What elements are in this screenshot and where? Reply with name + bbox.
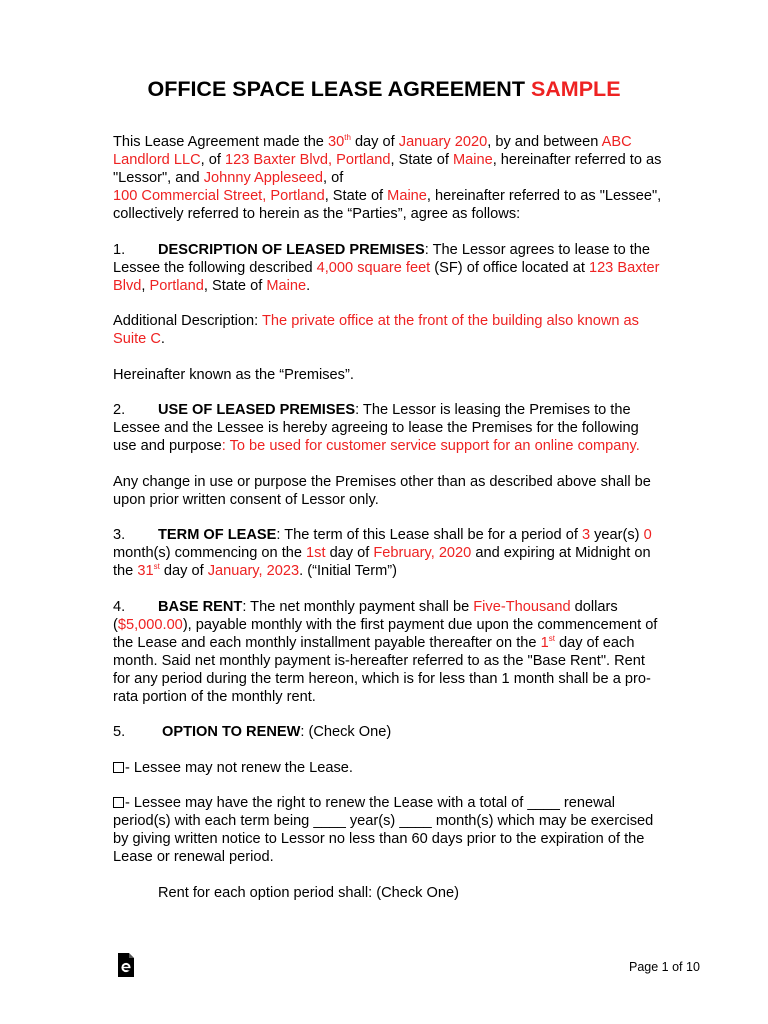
day-field[interactable]: 30	[327, 134, 345, 150]
lessee-name-field[interactable]: Johnny Appleseed	[203, 170, 323, 186]
section-number: 5.	[113, 724, 126, 740]
use-purpose-field[interactable]: : To be used for customer service support for an online company.	[221, 438, 640, 454]
section-description: 1. DESCRIPTION OF LEASED PREMISES: The Lessor agrees to lease to the Lessee the following described 4,000 square feet (SF) of office located at 123 Baxter Blvd, Portland, State of Maine.	[113, 241, 660, 294]
section-number: 2.	[113, 402, 126, 418]
rent-option-line: Rent for each option period shall: (Check One)	[158, 884, 459, 901]
start-month-field[interactable]: February, 2020	[373, 545, 472, 561]
section-heading: USE OF LEASED PREMISES	[158, 402, 356, 418]
lessee-state-field[interactable]: Maine	[387, 188, 427, 204]
rent-amount-field[interactable]: $5,000.00	[117, 616, 183, 633]
term-years-field[interactable]: 3	[581, 527, 591, 543]
premises-city-field[interactable]: Portland	[149, 277, 204, 294]
additional-description-field[interactable]: The private office at the front of the building also known as Suite C	[113, 313, 639, 347]
premises-state-field[interactable]: Maine	[266, 277, 307, 294]
eforms-logo-icon	[117, 952, 135, 978]
section-heading: TERM OF LEASE	[158, 527, 277, 543]
no-renew-checkbox[interactable]	[113, 762, 124, 773]
lessor-state-field[interactable]: Maine	[452, 152, 493, 168]
section-use: 2. USE OF LEASED PREMISES: The Lessor is leasing the Premises to the Lessee and the Lessee is hereby agreeing to lease the Premises for the following use and purpose: To be used for customer service support for an online company.	[113, 402, 640, 454]
section-heading: DESCRIPTION OF LEASED PREMISES	[158, 241, 425, 258]
renew-option-yes: - Lessee may have the right to renew the Lease with a total of ____ renewal period(s) with each term being ____ year(s) ____ month(s) which may be exercised by giving written notice to Lessor no less than 60 days prior to the expiration of the Lease or renewal period.	[113, 795, 654, 865]
lessee-address-field[interactable]: 100 Commercial Street, Portland	[113, 188, 325, 204]
lessor-address-field[interactable]: 123 Baxter Blvd, Portland	[224, 152, 391, 168]
change-of-use-paragraph: Any change in use or purpose the Premises other than as described above shall be upon prior written consent of Lessor only.	[113, 473, 651, 508]
area-field[interactable]: 4,000 square feet	[316, 259, 431, 276]
intro-paragraph: This Lease Agreement made the 30th day of January 2020, by and between ABC Landlord LLC, of 123 Baxter Blvd, Portland, State of Maine, hereinafter referred to as "Lessor", and Johnny Appleseed, of 100 Commercial Street, Portland, State of Maine, hereinafter referred to as "Lessee", collectively referred to herein as the “Parties”, agree as follows:	[113, 133, 662, 222]
section-option-to-renew: 5. OPTION TO RENEW: (Check One)	[113, 724, 392, 740]
section-number: 3.	[113, 527, 126, 543]
renew-checkbox[interactable]	[113, 797, 124, 808]
rent-due-day-field[interactable]: 1	[540, 634, 549, 651]
document-title	[0, 76, 768, 102]
title-text: OFFICE SPACE LEASE AGREEMENT	[147, 77, 525, 101]
rent-words-field[interactable]: Five-Thousand	[473, 598, 571, 615]
section-number: 4.	[113, 598, 126, 615]
term-months-field[interactable]: 0	[643, 527, 652, 543]
month-year-field[interactable]: January 2020	[398, 134, 488, 150]
premises-definition: Hereinafter known as the “Premises”.	[113, 366, 354, 383]
end-day-field[interactable]: 31	[137, 563, 154, 579]
section-base-rent: 4. BASE RENT: The net monthly payment shall be Five-Thousand dollars ($5,000.00), payable monthly with the first payment due upon the commencement of the Lease and each monthly installment payable thereafter on the 1st day of each month. Said net monthly payment is-hereafter referred to as the "Base Rent". Rent for any period during the term hereon, which is for less than 1 month shall be a pro-rata portion of the monthly rent.	[113, 598, 658, 705]
lessor-name-field[interactable]: ABC Landlord LLC	[113, 134, 632, 168]
renew-option-no: - Lessee may not renew the Lease.	[113, 759, 663, 777]
title-sample-label: SAMPLE	[530, 77, 621, 101]
additional-description: Additional Description: The private office at the front of the building also known as Suite C.	[113, 313, 639, 347]
premises-address-field[interactable]: 123 Baxter Blvd	[113, 259, 660, 294]
section-number: 1.	[113, 241, 126, 258]
document-body	[113, 133, 663, 919]
section-heading: OPTION TO RENEW	[162, 724, 301, 740]
start-day-field[interactable]: 1st	[306, 545, 326, 561]
section-term: 3. TERM OF LEASE: The term of this Lease shall be for a period of 3 year(s) 0 month(s) commencing on the 1st day of February, 2020 and expiring at Midnight on the 31st day of January, 2023. (“Initial Term”)	[113, 527, 652, 579]
page-number: Page 1 of 10	[629, 960, 700, 974]
section-heading: BASE RENT	[158, 598, 243, 615]
end-month-field[interactable]: January, 2023	[207, 563, 300, 579]
